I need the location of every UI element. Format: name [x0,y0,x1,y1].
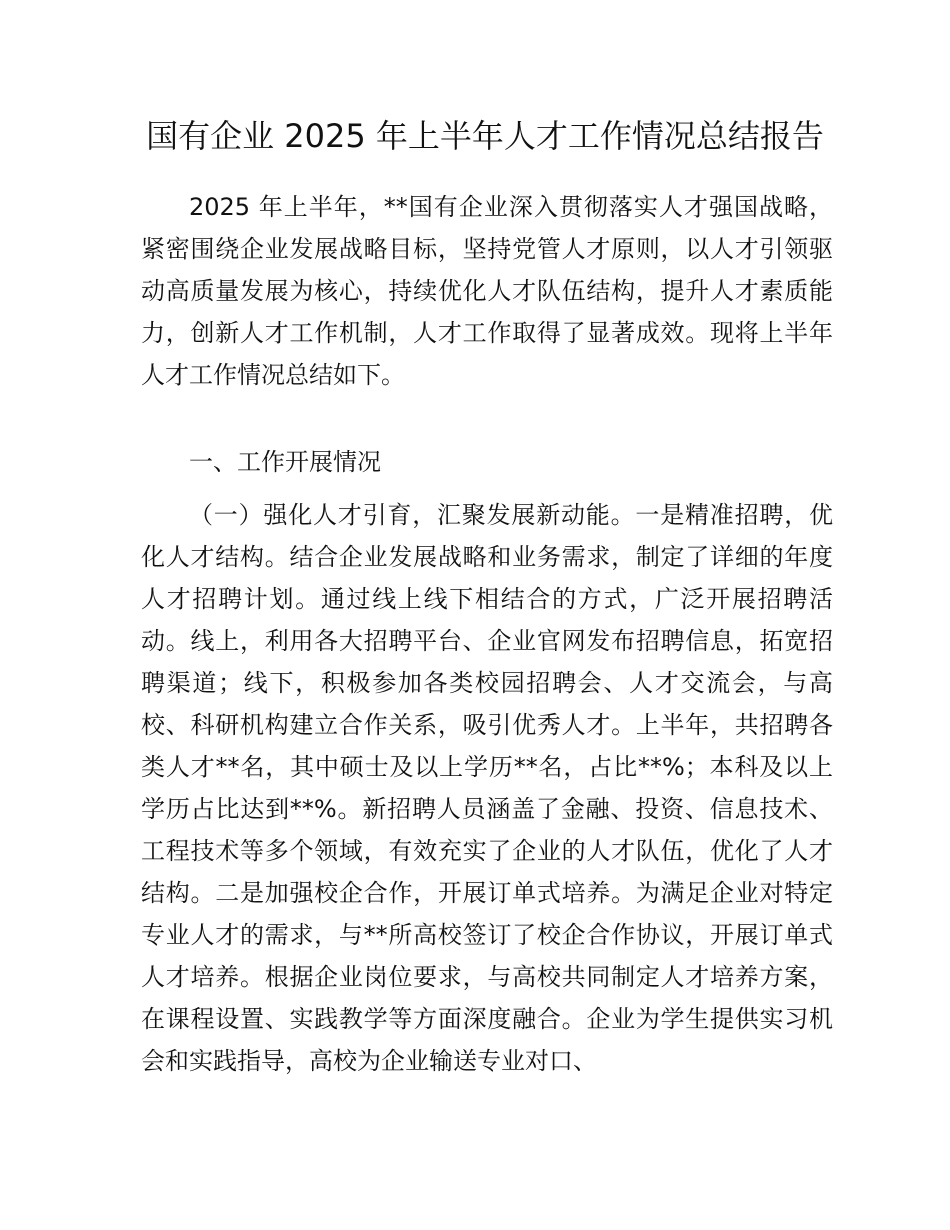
document-title: 国有企业 2025 年上半年人才工作情况总结报告 [146,117,824,155]
section-1-paragraph: （一）强化人才引育，汇聚发展新动能。一是精准招聘，优化人才结构。结合企业发展战略和业务需求，制定了详细的年度人才招聘计划。通过线上线下相结合的方式，广泛开展招聘活动。线上，利用各大招聘平台、企业官网发布招聘信息，拓宽招聘渠道；线下，积极参加各类校园招聘会、人才交流会，与高校、科研机构建立合作关系，吸引优秀人才。上半年，共招聘各类人才**名，其中硕士及以上学历**名，占比**%；本科及以上学历占比达到**%。新招聘人员涵盖了金融、投资、信息技术、工程技术等多个领域，有效充实了企业的人才队伍，优化了人才结构。二是加强校企合作，开展订单式培养。为满足企业对特定专业人才的需求，与**所高校签订了校企合作协议，开展订单式人才培养。根据企业岗位要求，与高校共同制定人才培养方案，在课程设置、实践教学等方面深度融合。企业为学生提供实习机会和实践指导，高校为企业输送专业对口、 [141,501,833,1075]
section-heading: 一、工作开展情况 [189,448,381,476]
intro-paragraph: 2025 年上半年，**国有企业深入贯彻落实人才强国战略，紧密围绕企业发展战略目标，坚持党管人才原则，以人才引领驱动高质量发展为核心，持续优化人才队伍结构，提升人才素质能力，创新人才工作机制，人才工作取得了显著成效。现将上半年人才工作情况总结如下。 [141,193,833,389]
